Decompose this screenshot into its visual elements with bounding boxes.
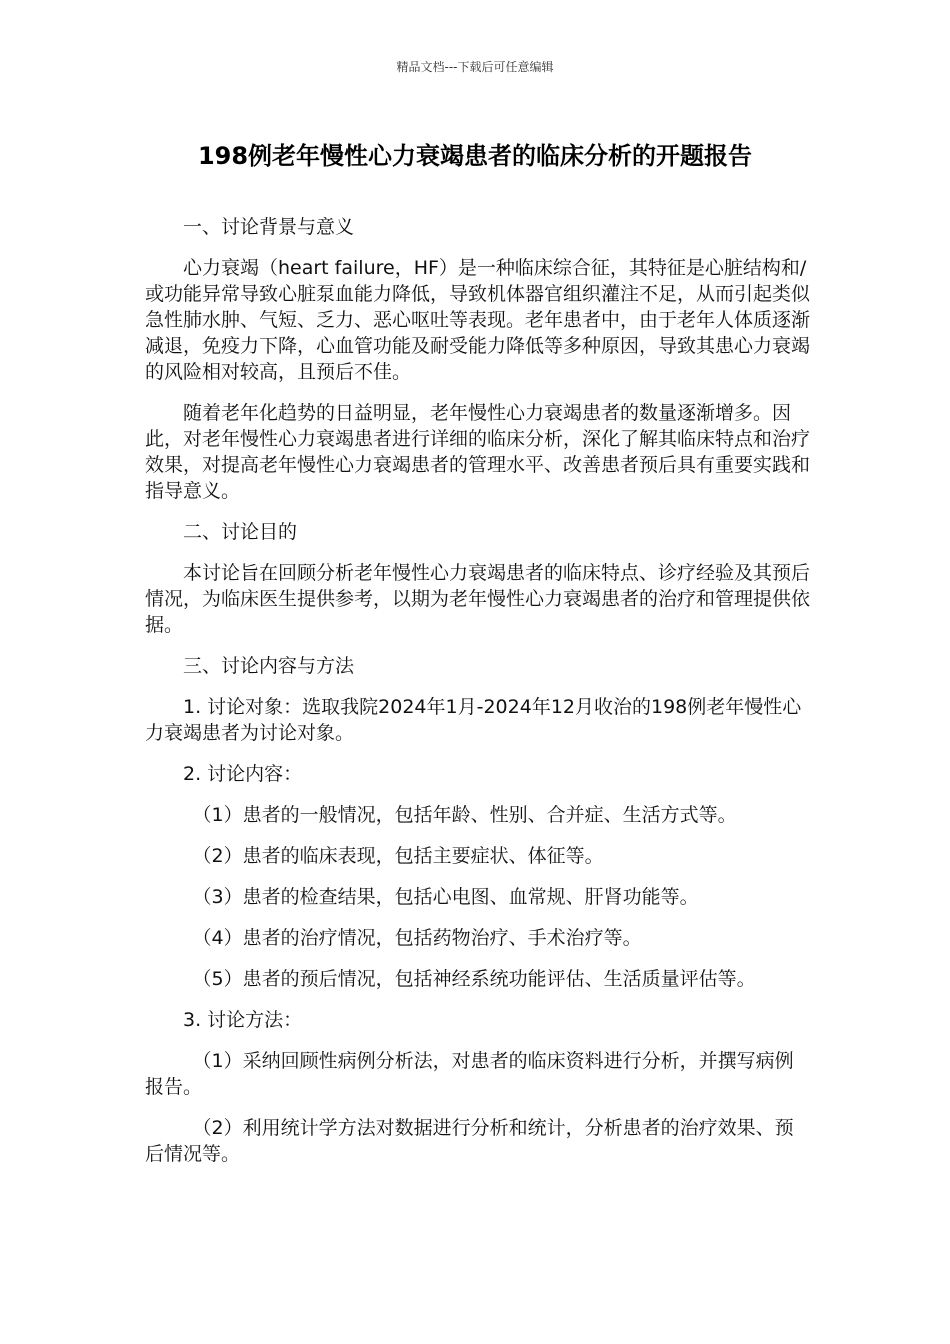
list-item-exam-results: （3）患者的检查结果，包括心电图、血常规、肝肾功能等。: [192, 886, 699, 908]
section-heading-background: 一、讨论背景与意义: [183, 216, 355, 238]
list-item-statistical-analysis: （2）利用统计学方法对数据进行分析和统计，分析患者的治疗效果、预后情况等。: [145, 1117, 794, 1165]
document-title: 198例老年慢性心力衰竭患者的临床分析的开题报告: [197, 142, 753, 170]
document-body: [145, 214, 810, 1182]
list-item-clinical-presentation: （2）患者的临床表现，包括主要症状、体征等。: [192, 845, 604, 867]
list-item-retrospective-analysis: （1）采纳回顾性病例分析法，对患者的临床资料进行分析，并撰写病例报告。: [145, 1050, 794, 1098]
paragraph-aging-trend: 随着老年化趋势的日益明显，老年慢性心力衰竭患者的数量逐渐增多。因此，对老年慢性心力衰竭患者进行详细的临床分析，深化了解其临床特点和治疗效果，对提高老年慢性心力衰竭患者的管理水平、改善患者预后具有重要实践和指导意义。: [145, 402, 811, 502]
paragraph-subjects: 1. 讨论对象：选取我院2024年1月-2024年12月收治的198例老年慢性心力衰竭患者为讨论对象。: [145, 696, 802, 744]
header-note: 精品文档---下载后可任意编辑: [396, 60, 554, 74]
list-item-general-info: （1）患者的一般情况，包括年龄、性别、合并症、生活方式等。: [192, 804, 737, 826]
paragraph-content-heading: 2. 讨论内容：: [183, 763, 303, 785]
section-heading-content-methods: 三、讨论内容与方法: [183, 655, 355, 677]
paragraph-heart-failure-definition: 心力衰竭（heart failure，HF）是一种临床综合征，其特征是心脏结构和/或功能异常导致心脏泵血能力降低，导致机体器官组织灌注不足，从而引起类似急性肺水肿、气短、乏力、恶心呕吐等表现。老年患者中，由于老年人体质逐渐减退，免疫力下降，心血管功能及耐受能力降低等多种原因，导致其患心力衰竭的风险相对较高，且预后不佳。: [145, 257, 811, 383]
list-item-treatment: （4）患者的治疗情况，包括药物治疗、手术治疗等。: [192, 927, 642, 949]
list-item-prognosis: （5）患者的预后情况，包括神经系统功能评估、生活质量评估等。: [192, 968, 756, 990]
section-heading-purpose: 二、讨论目的: [183, 521, 298, 543]
paragraph-methods-heading: 3. 讨论方法：: [183, 1009, 303, 1031]
paragraph-purpose: 本讨论旨在回顾分析老年慢性心力衰竭患者的临床特点、诊疗经验及其预后情况，为临床医生提供参考，以期为老年慢性心力衰竭患者的治疗和管理提供依据。: [145, 562, 811, 636]
